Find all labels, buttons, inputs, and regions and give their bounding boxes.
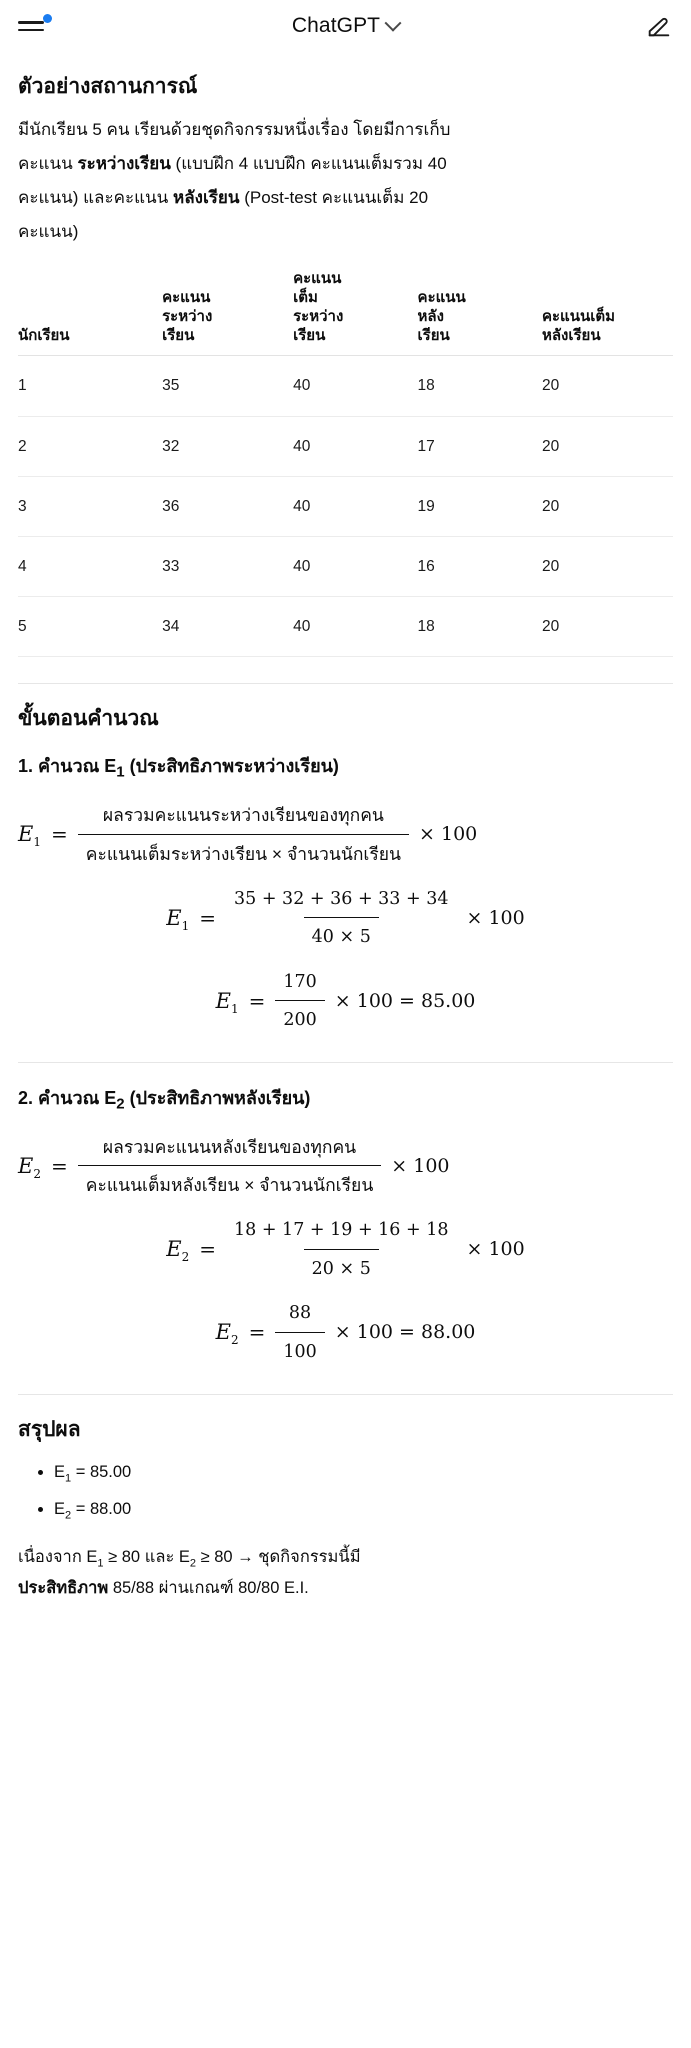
menu-bar-1 [18,21,44,24]
intro-line-2-text-a: คะแนน [18,154,78,174]
col-header-after-score [418,264,542,356]
step1-title-sub: 1 [116,764,125,781]
cell-during-score: 36 [162,476,293,536]
step1b-lhs-sub: 1 [181,918,190,933]
step1b-tail: × 100 [466,906,525,929]
intro-line-4 [18,217,673,247]
step1-title-prefix: 1. คำนวณ E [18,756,117,777]
cell-during-score: 32 [162,416,293,476]
cell-after-full: 20 [542,476,673,536]
step2-title-prefix: 2. คำนวณ E [18,1088,117,1108]
step2-lhs-sub: 2 [33,1167,41,1182]
step2b-lhs [166,1231,189,1268]
summary-item-value: = 85.00 [71,1462,132,1481]
step2-tail: × 100 [391,1154,450,1177]
model-title-group [0,14,691,38]
col-header-during-full [293,264,417,356]
scores-table [18,264,673,657]
list-item [54,1495,673,1526]
cell-after-score: 16 [418,536,542,596]
step2c-numerator: 88 [288,1303,312,1324]
step1c-fraction [275,967,324,1036]
cell-during-full: 40 [293,536,417,596]
step1-numerator: ผลรวมคะแนนระหว่างเรียนของทุกคน [102,805,384,826]
list-item [54,1458,673,1489]
table-row [18,476,673,536]
col-header-student-label: นักเรียน [18,326,70,344]
intro-line-3 [18,183,673,213]
conclusion-sub-1: 1 [97,1557,104,1570]
step2b-tail: × 100 [466,1238,525,1261]
table-row [18,416,673,476]
scenario-heading: ตัวอย่างสถานการณ์ [18,75,198,98]
cell-after-score: 17 [418,416,542,476]
divider [18,1062,673,1063]
conclusion-part-a: เนื่องจาก E [18,1548,98,1567]
step1-title [18,751,673,786]
cell-student: 3 [18,476,162,536]
conclusion-part-b: ≥ 80 และ E [103,1548,190,1567]
term-during-study: ระหว่างเรียน [77,154,171,174]
step1b-lhs [166,900,189,937]
summary-item-sub: 1 [65,1472,72,1485]
step2-title [18,1083,673,1118]
step2c-lhs [216,1314,239,1351]
table-row [18,596,673,656]
col-header-during-score [162,264,293,356]
step1c-lhs-symbol: E [215,988,231,1013]
steps-heading: ขั้นตอนคำนวณ [18,707,159,731]
step2b-lhs-sub: 2 [181,1250,190,1265]
cell-after-score: 18 [418,356,542,416]
step2b-fraction [226,1215,457,1284]
step1-formula-substituted [18,884,673,953]
intro-line-4-text: คะแนน) [18,221,79,241]
step2-title-suffix: (ประสิทธิภาพหลังเรียน) [124,1088,311,1108]
step2-formula-result [18,1298,673,1367]
table-row [18,536,673,596]
step1b-lhs-symbol: E [166,905,182,930]
intro-line-2-text-c: (แบบฝึก 4 แบบฝึก คะแนนเต็มรวม 40 [170,154,447,174]
step1b-numerator: 35 + 32 + 36 + 33 + 34 [234,888,449,909]
step1c-tail: × 100 = 85.00 [334,989,476,1012]
conclusion-sub-2: 2 [189,1557,197,1570]
step2-lhs [18,1148,41,1185]
summary-heading: สรุปผล [18,1417,81,1441]
step1b-fraction [226,884,457,953]
step1-formula-general [18,800,673,869]
intro-line-3-text-c: (Post-test คะแนนเต็ม 20 [239,187,429,207]
cell-student: 4 [18,536,162,596]
hamburger-menu-icon[interactable] [18,11,48,41]
message-content [0,52,691,1660]
step2c-equals: = [248,1320,266,1345]
step2b-denominator: 20 × 5 [304,1249,379,1285]
page-title: ChatGPT [291,14,381,37]
step1-equals: = [50,822,68,847]
intro-line-2 [18,149,673,179]
cell-during-full: 40 [293,596,417,656]
chevron-down-icon[interactable] [385,15,402,32]
cell-after-score: 18 [418,596,542,656]
step2c-tail: × 100 = 88.00 [334,1321,476,1344]
cell-during-full: 40 [293,476,417,536]
step1c-equals: = [248,988,266,1013]
step1c-numerator: 170 [283,971,317,992]
step2-lhs-symbol: E [18,1153,34,1178]
step1-title-suffix: (ประสิทธิภาพระหว่างเรียน) [124,756,339,777]
summary-item-value: = 88.00 [71,1499,132,1518]
step2-formula-substituted [18,1215,673,1284]
step1b-denominator: 40 × 5 [304,917,379,953]
step2c-denominator: 100 [275,1332,324,1368]
step1c-lhs-sub: 1 [230,1001,239,1016]
summary-item-label: E [54,1462,66,1481]
summary-item-label: E [54,1499,66,1518]
cell-during-score: 34 [162,596,293,656]
step1c-lhs [216,983,239,1020]
summary-list [18,1458,673,1525]
step1-formula-result [18,967,673,1036]
cell-after-score: 19 [418,476,542,536]
intro-line-1-text: มีนักเรียน 5 คน เรียนด้วยชุดกิจกรรมหนึ่งเรื่อง โดยมีการเก็บ [18,120,451,140]
intro-line-1 [18,115,673,145]
cell-during-score: 33 [162,536,293,596]
app-top-bar [0,0,691,52]
col-header-after-score-label: คะแนน หลัง เรียน [417,289,466,344]
col-header-during-score-label: คะแนน ระหว่าง เรียน [162,289,213,344]
step2b-lhs-symbol: E [166,1237,182,1262]
step1-fraction [78,800,409,869]
cell-student: 2 [18,416,162,476]
step2b-equals: = [199,1237,216,1262]
step2c-lhs-symbol: E [215,1320,231,1345]
step2c-lhs-sub: 2 [230,1333,239,1348]
step1-tail: × 100 [419,823,478,846]
step2-title-sub: 2 [116,1095,125,1113]
divider [18,1394,673,1395]
cell-after-full: 20 [542,536,673,596]
menu-bar-2 [18,29,44,32]
step2-equals: = [50,1153,68,1178]
step2-numerator: ผลรวมคะแนนหลังเรียนของทุกคน [102,1136,357,1157]
col-header-student [18,264,162,356]
notification-dot-icon [43,14,52,23]
cell-after-full: 20 [542,416,673,476]
divider [18,683,673,684]
step1-denominator: คะแนนเต็มระหว่างเรียน × จำนวนนักเรียน [78,834,409,870]
step2-fraction [78,1132,382,1201]
table-row [18,356,673,416]
cell-after-full: 20 [542,596,673,656]
term-after-study: หลังเรียน [173,187,240,207]
step1-lhs-symbol: E [18,822,34,847]
step1b-equals: = [199,905,216,930]
step1-lhs-sub: 1 [33,835,41,850]
step2-denominator: คะแนนเต็มหลังเรียน × จำนวนนักเรียน [78,1165,382,1201]
conclusion-text [18,1543,673,1604]
summary-item-sub: 2 [65,1508,72,1521]
intro-line-3-text-a: คะแนน) และคะแนน [18,187,174,207]
step1c-denominator: 200 [275,1000,324,1036]
conclusion-part-d: 85/88 ผ่านเกณฑ์ 80/80 E.I. [108,1579,309,1598]
cell-during-full: 40 [293,356,417,416]
step1-lhs [18,816,41,853]
col-header-after-full-label: คะแนนเต็ม หลังเรียน [541,307,615,344]
conclusion-part-c: ≥ 80 → ชุดกิจกรรมนี้มี [196,1548,361,1567]
step2b-numerator: 18 + 17 + 19 + 16 + 18 [234,1220,449,1241]
cell-after-full: 20 [542,356,673,416]
step2c-fraction [275,1298,324,1367]
step2-formula-general [18,1132,673,1201]
conclusion-bold-term: ประสิทธิภาพ [18,1579,109,1598]
cell-student: 1 [18,356,162,416]
cell-during-score: 35 [162,356,293,416]
cell-student: 5 [18,596,162,656]
cell-during-full: 40 [293,416,417,476]
table-header-row [18,264,673,356]
compose-pencil-icon[interactable] [645,12,673,40]
col-header-during-full-label: คะแนน เต็ม ระหว่าง เรียน [293,270,344,344]
col-header-after-full [542,264,673,356]
